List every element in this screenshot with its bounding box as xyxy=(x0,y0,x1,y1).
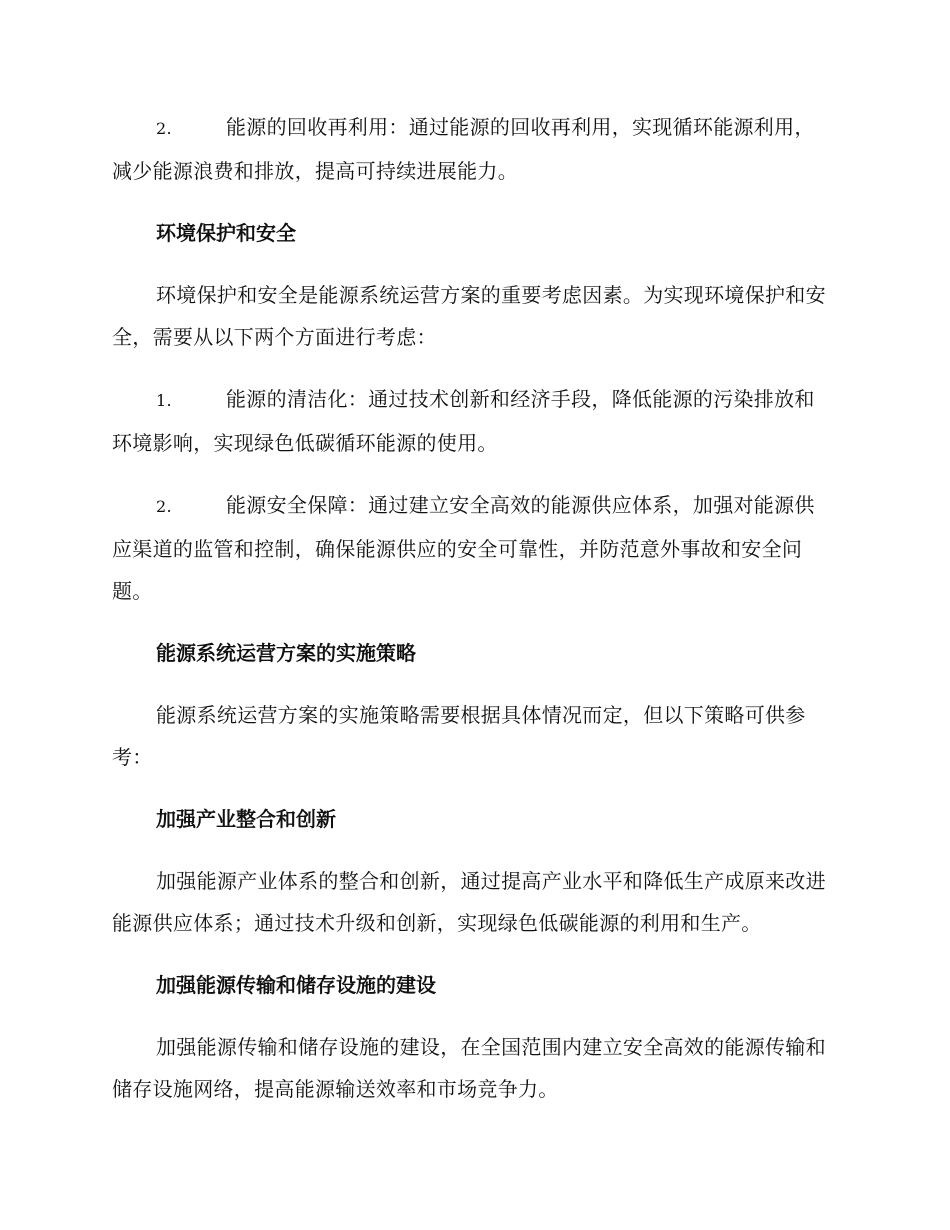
section-heading-transmission-storage: 加强能源传输和储存设施的建设 xyxy=(156,973,436,997)
list-item-recycling xyxy=(112,106,834,192)
paragraph-strategy-intro: 能源系统运营方案的实施策略需要根据具体情况而定，但以下策略可供参考： xyxy=(112,703,806,769)
list-item-text: 能源的清洁化：通过技术创新和经济手段，降低能源的污染排放和环境影响，实现绿色低碳循环能源的使用。 xyxy=(112,387,815,455)
section-heading-industry-integration: 加强产业整合和创新 xyxy=(156,807,336,831)
section-heading-strategy: 能源系统运营方案的实施策略 xyxy=(156,641,416,665)
list-item-energy-security xyxy=(112,484,834,612)
paragraph-transmission-storage: 加强能源传输和储存设施的建设，在全国范围内建立安全高效的能源传输和储存设施网络，提高能源输送效率和市场竞争力。 xyxy=(112,1035,826,1101)
section-heading-environment: 环境保护和安全 xyxy=(156,221,296,245)
document-page xyxy=(112,106,834,1130)
list-number: 2. xyxy=(156,119,172,138)
paragraph-industry-integration: 加强能源产业体系的整合和创新，通过提高产业水平和降低生产成原来改进能源供应体系；通过技术升级和创新，实现绿色低碳能源的利用和生产。 xyxy=(112,869,826,935)
list-number: 2. xyxy=(156,497,172,516)
list-item-text: 能源的回收再利用：通过能源的回收再利用，实现循环能源利用，减少能源浪费和排放，提高可持续进展能力。 xyxy=(112,115,815,183)
paragraph-environment-intro: 环境保护和安全是能源系统运营方案的重要考虑因素。为实现环境保护和安全，需要从以下两个方面进行考虑： xyxy=(112,283,826,349)
list-item-text: 能源安全保障：通过建立安全高效的能源供应体系，加强对能源供应渠道的监管和控制，确保能源供应的安全可靠性，并防范意外事故和安全问题。 xyxy=(112,493,815,603)
list-number: 1. xyxy=(156,391,172,410)
list-item-clean-energy xyxy=(112,378,834,464)
